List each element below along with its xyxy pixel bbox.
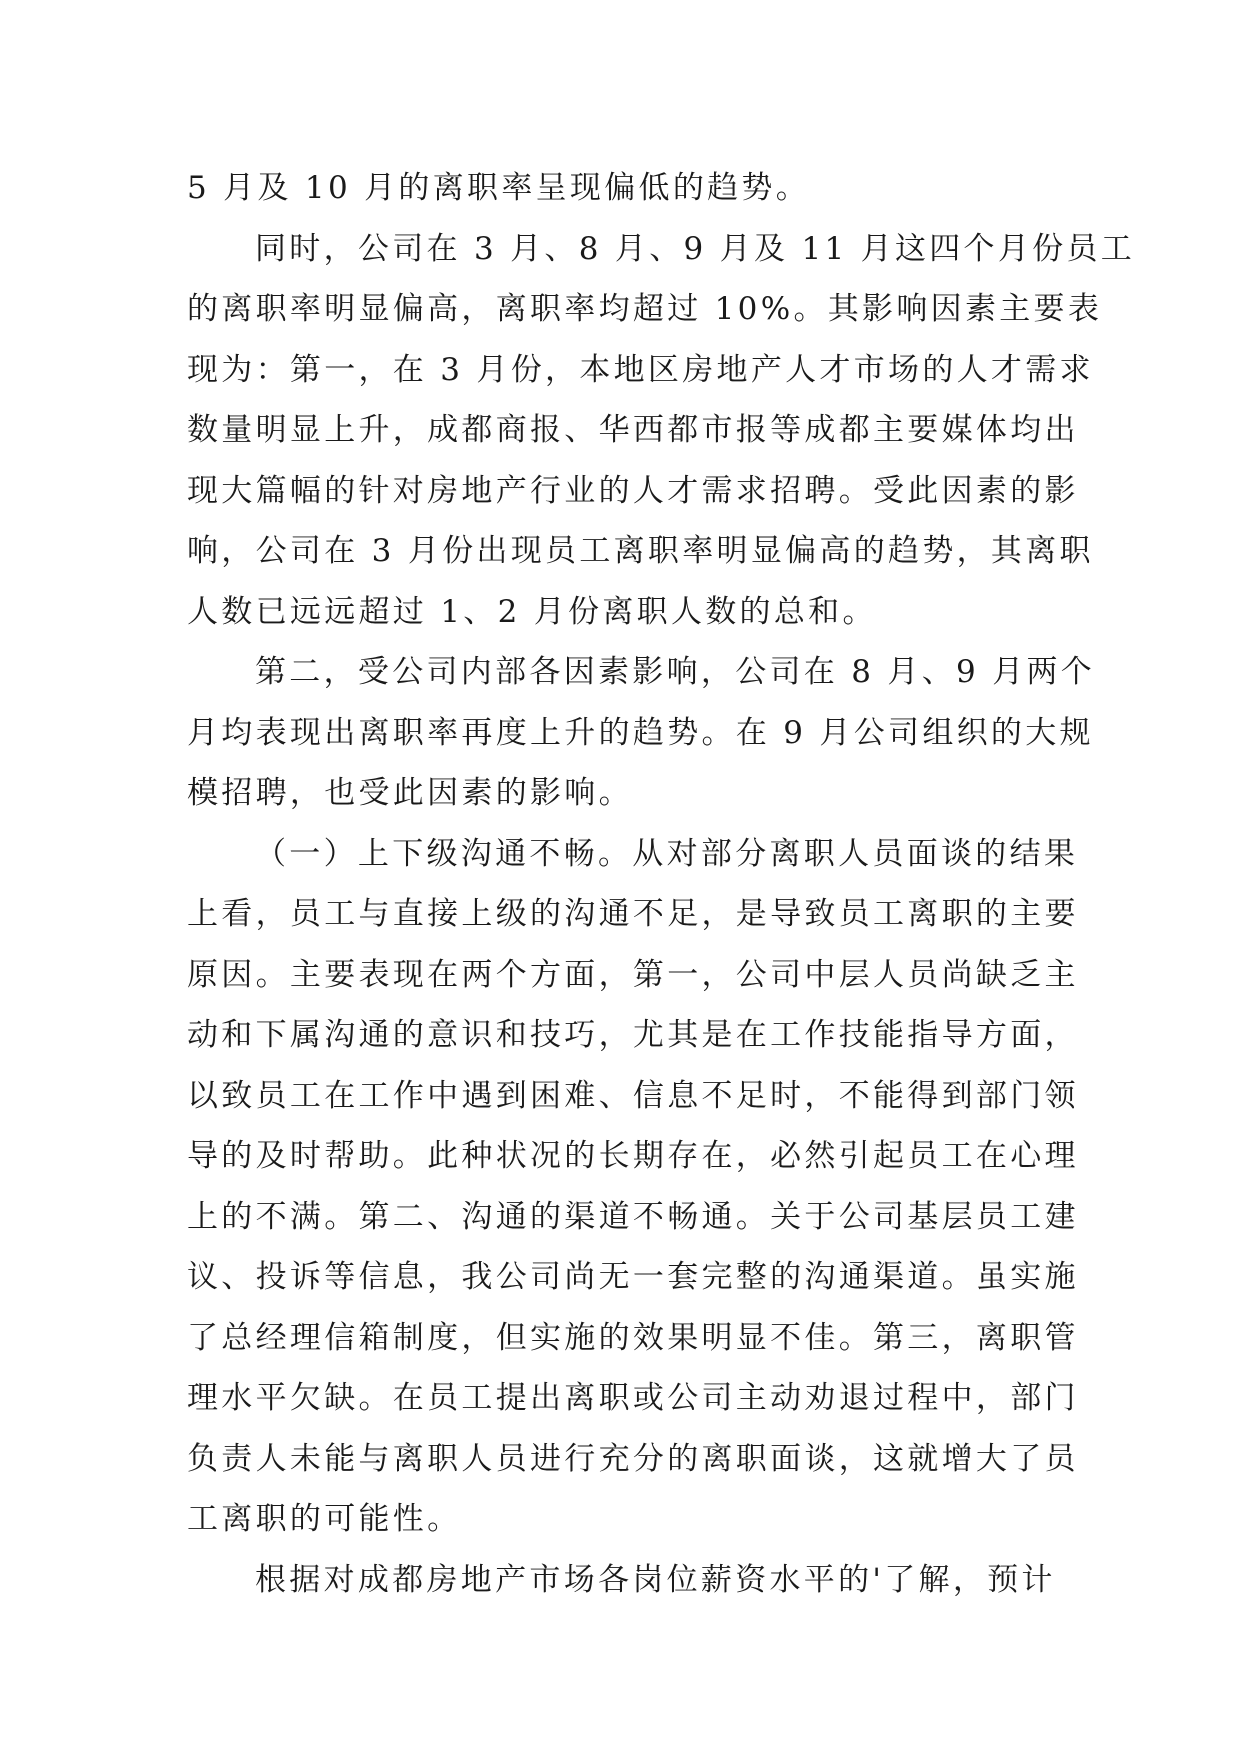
text-line: 现为：第一，在 3 月份，本地区房地产人才市场的人才需求 xyxy=(187,351,1094,388)
text-line: 人数已远远超过 1、2 月份离职人数的总和。 xyxy=(187,593,877,630)
text-line: 第二，受公司内部各因素影响，公司在 8 月、9 月两个 xyxy=(255,654,1096,690)
text-line: 负责人未能与离职人员进行充分的离职面谈，这就增大了员 xyxy=(187,1440,1079,1477)
text-line: 原因。主要表现在两个方面，第一，公司中层人员尚缺乏主 xyxy=(187,956,1079,993)
text-line: （一）上下级沟通不畅。从对部分离职人员面谈的结果 xyxy=(255,835,1079,872)
text-line: 月均表现出离职率再度上升的趋势。在 9 月公司组织的大规 xyxy=(187,714,1094,751)
text-line: 理水平欠缺。在员工提出离职或公司主动劝退过程中，部门 xyxy=(187,1380,1079,1416)
text-line: 5 月及 10 月的离职率呈现偏低的趋势。 xyxy=(187,170,811,206)
text-line: 现大篇幅的针对房地产行业的人才需求招聘。受此因素的影 xyxy=(187,472,1079,509)
text-line: 的离职率明显偏高，离职率均超过 10%。其影响因素主要表 xyxy=(187,291,1103,327)
text-line: 以致员工在工作中遇到困难、信息不足时，不能得到部门领 xyxy=(187,1077,1079,1114)
text-line: 议、投诉等信息，我公司尚无一套完整的沟通渠道。虽实施 xyxy=(187,1259,1079,1295)
text-line: 上的不满。第二、沟通的渠道不畅通。关于公司基层员工建 xyxy=(187,1198,1079,1235)
text-line: 上看，员工与直接上级的沟通不足，是导致员工离职的主要 xyxy=(187,896,1079,932)
text-line: 动和下属沟通的意识和技巧，尤其是在工作技能指导方面， xyxy=(187,1017,1079,1053)
body-text xyxy=(187,158,1136,1610)
text-line: 工离职的可能性。 xyxy=(187,1501,462,1537)
text-line: 同时，公司在 3 月、8 月、9 月及 11 月这四个月份员工 xyxy=(255,230,1136,267)
text-line: 导的及时帮助。此种状况的长期存在，必然引起员工在心理 xyxy=(187,1138,1079,1174)
text-line: 根据对成都房地产市场各岗位薪资水平的'了解，预计 xyxy=(255,1561,1056,1598)
text-line: 数量明显上升，成都商报、华西都市报等成都主要媒体均出 xyxy=(187,412,1079,448)
text-line: 了总经理信箱制度，但实施的效果明显不佳。第三，离职管 xyxy=(187,1319,1079,1356)
text-line: 模招聘，也受此因素的影响。 xyxy=(187,775,633,811)
text-line: 响，公司在 3 月份出现员工离职率明显偏高的趋势，其离职 xyxy=(187,533,1094,569)
